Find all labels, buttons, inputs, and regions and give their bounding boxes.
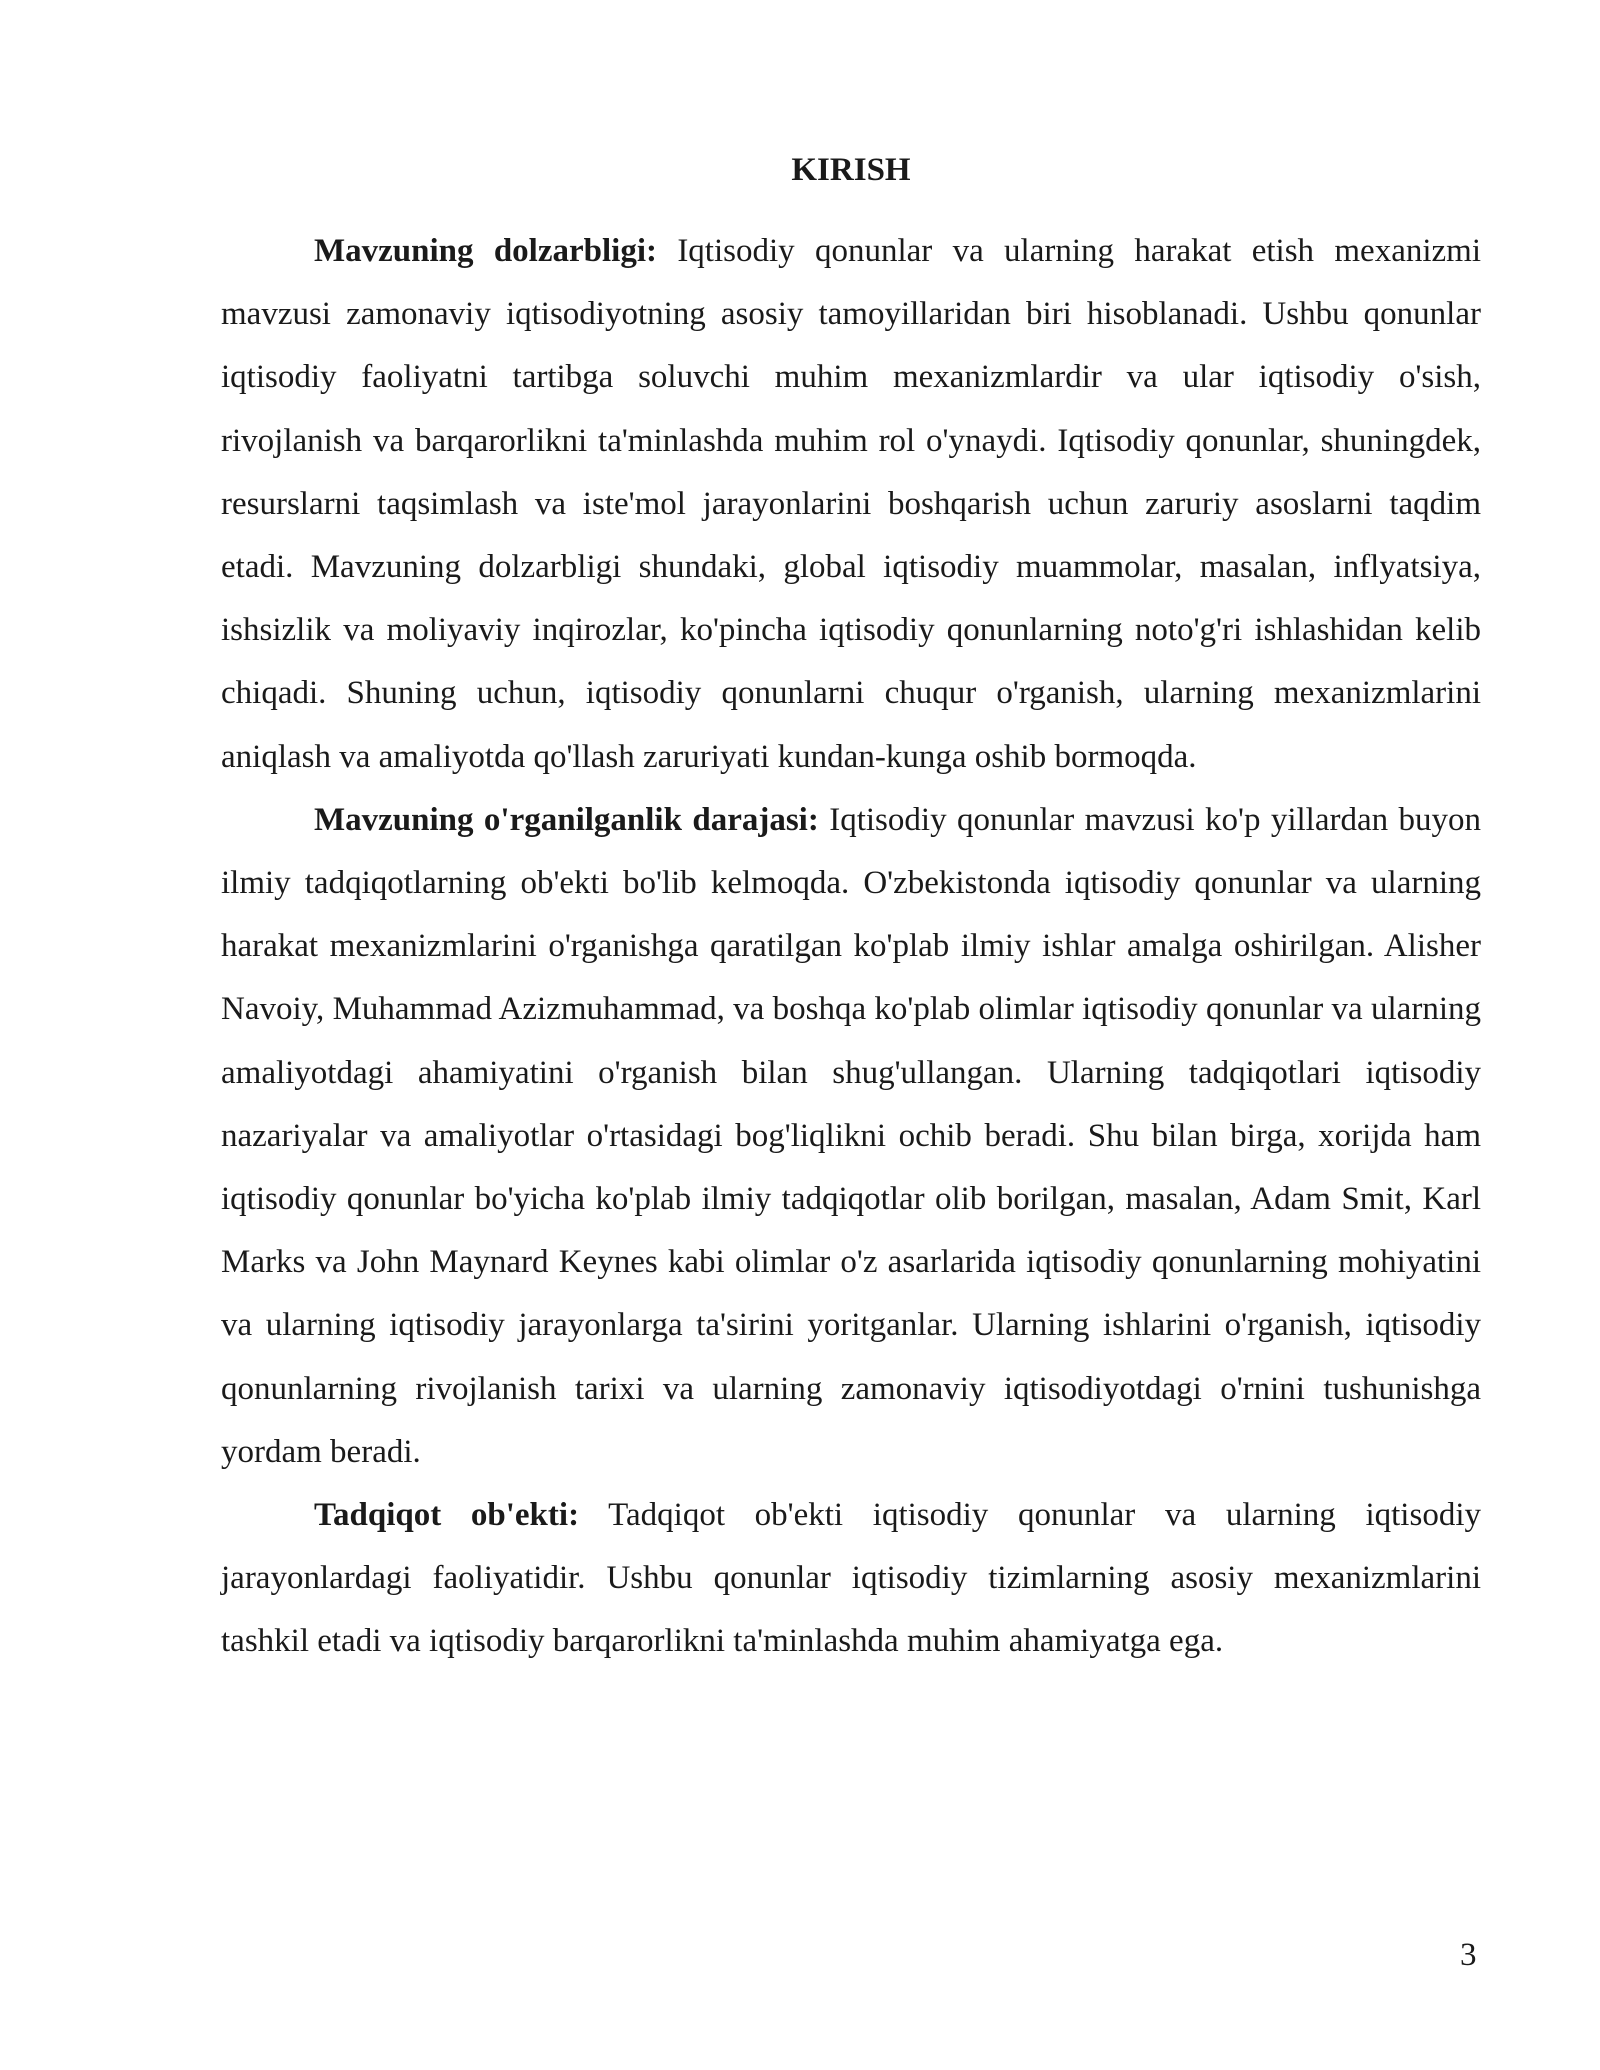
paragraph-text: Iqtisodiy qonunlar va ularning harakat etish mexanizmi mavzusi zamonaviy iqtisodiyotning asosiy tamoyillaridan biri hisoblanadi. Ushbu qonunlar iqtisodiy faoliyatni tartibga soluvchi muhim mexanizmlardir va ular iqtisodiy o'sish, rivojlanish va barqarorlikni ta'minlashda muhim rol o'ynaydi. Iqtisodiy qonunlar, shuningdek, resurslarni taqsimlash va iste'mol jarayonlarini boshqarish uchun zaruriy asoslarni taqdim etadi. Mavzuning dolzarbligi shundaki, global iqtisodiy muammolar, masalan, inflyatsiya, ishsizlik va moliyaviy inqirozlar, ko'pincha iqtisodiy qonunlarning noto'g'ri ishlashidan kelib chiqadi. Shuning uchun, iqtisodiy qonunlarni chuqur o'rganish, ularning mexanizmlarini aniqlash va amaliyotda qo'llash zaruriyati kundan-kunga oshib bormoqda. [221, 233, 1481, 775]
page-title: KIRISH [791, 152, 911, 188]
paragraph-research-object [221, 1484, 1481, 1674]
page-number: 3 [1460, 1937, 1477, 1973]
paragraph-lead: Tadqiqot ob'ekti: [314, 1497, 580, 1534]
paragraph-text: Iqtisodiy qonunlar mavzusi ko'p yillardan buyon ilmiy tadqiqotlarning ob'ekti bo'lib kelmoqda. O'zbekistonda iqtisodiy qonunlar va ularning harakat mexanizmlarini o'rganishga qaratilgan ko'plab ilmiy ishlar amalga oshirilgan. Alisher Navoiy, Muhammad Azizmuhammad, va boshqa ko'plab olimlar iqtisodiy qonunlar va ularning amaliyotdagi ahamiyatini o'rganish bilan shug'ullangan. Ularning tadqiqotlari iqtisodiy nazariyalar va amaliyotlar o'rtasidagi bog'liqlikni ochib beradi. Shu bilan birga, xorijda ham iqtisodiy qonunlar bo'yicha ko'plab ilmiy tadqiqotlar olib borilgan, masalan, Adam Smit, Karl Marks va John Maynard Keynes kabi olimlar o'z asarlarida iqtisodiy qonunlarning mohiyatini va ularning iqtisodiy jarayonlarga ta'sirini yoritganlar. Ularning ishlarini o'rganish, iqtisodiy qonunlarning rivojlanish tarixi va ularning zamonaviy iqtisodiyotdagi o'rnini tushunishga yordam beradi. [221, 801, 1482, 1470]
paragraph-relevance [221, 220, 1481, 789]
paragraph-lead: Mavzuning dolzarbligi: [314, 233, 657, 269]
document-page [221, 145, 1481, 1674]
paragraph-text: Tadqiqot ob'ekti iqtisodiy qonunlar va ularning iqtisodiy jarayonlardagi faoliyatidir. Ushbu qonunlar iqtisodiy tizimlarning asosiy mexanizmlarini tashkil etadi va iqtisodiy barqarorlikni ta'minlashda muhim ahamiyatga ega. [221, 1497, 1481, 1660]
paragraph-study-level [221, 789, 1481, 1484]
paragraph-lead: Mavzuning o'rganilganlik darajasi: [314, 801, 819, 838]
